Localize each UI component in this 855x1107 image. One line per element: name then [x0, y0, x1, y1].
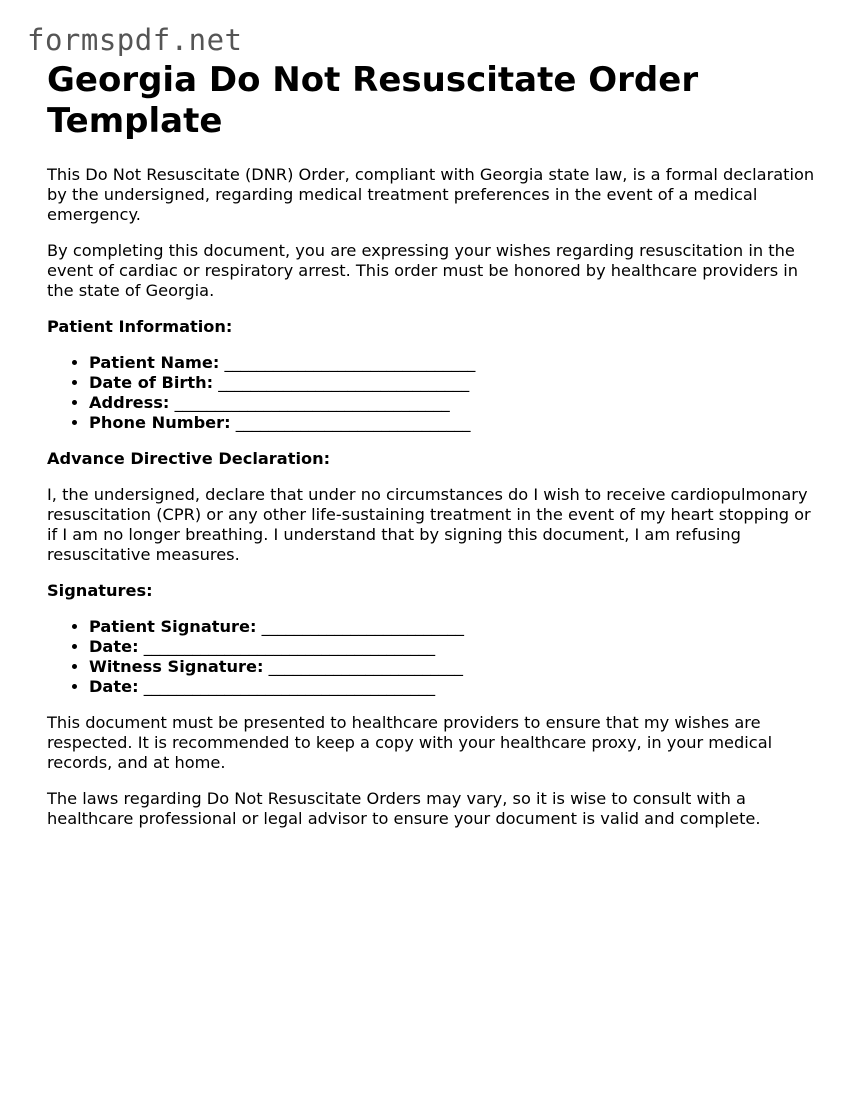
declaration-heading: Advance Directive Declaration:	[47, 449, 331, 468]
patient-info-heading: Patient Information:	[47, 317, 233, 336]
closing-paragraph-2: The laws regarding Do Not Resuscitate Orders may vary, so it is wise to consult with a healthcare professional or legal advisor to ensure your document is valid and complete.	[47, 789, 761, 828]
field-blank: _____________________________	[235, 413, 471, 432]
signatures-heading: Signatures:	[47, 581, 153, 600]
field-blank: ____________________________________	[143, 677, 436, 696]
declaration-text: I, the undersigned, declare that under no circumstances do I wish to receive cardiopulmonary resuscitation (CPR) or any other life-sustaining treatment in the event of my heart stopping or if I am no longer breathing. I understand that by signing this document, I am refusing resuscitative measures.	[47, 485, 811, 564]
field-blank: _______________________________	[224, 353, 476, 372]
patient-signature-field	[89, 617, 817, 637]
field-blank: _________________________	[261, 617, 464, 636]
field-label: Patient Signature:	[89, 617, 257, 636]
address-field	[89, 393, 817, 413]
field-label: Date of Birth:	[89, 373, 214, 392]
field-label: Date:	[89, 677, 139, 696]
patient-info-list	[47, 353, 817, 433]
document-title: Georgia Do Not Resuscitate Order Template	[47, 60, 699, 141]
witness-date-field	[89, 677, 817, 697]
watermark: formspdf.net	[27, 23, 243, 57]
field-label: Date:	[89, 637, 139, 656]
patient-date-field	[89, 637, 817, 657]
phone-number-field	[89, 413, 817, 433]
signatures-list	[47, 617, 817, 697]
intro-paragraph-1: This Do Not Resuscitate (DNR) Order, compliant with Georgia state law, is a formal declaration by the undersigned, regarding medical treatment preferences in the event of a medical emergency.	[47, 165, 815, 224]
field-label: Address:	[89, 393, 170, 412]
closing-paragraph-1: This document must be presented to healthcare providers to ensure that my wishes are respected. It is recommended to keep a copy with your healthcare proxy, in your medical records, and at home.	[47, 713, 773, 772]
date-of-birth-field	[89, 373, 817, 393]
document-page	[47, 60, 817, 829]
field-label: Phone Number:	[89, 413, 231, 432]
field-label: Witness Signature:	[89, 657, 264, 676]
field-blank: ____________________________________	[143, 637, 436, 656]
field-label: Patient Name:	[89, 353, 220, 372]
field-blank: __________________________________	[174, 393, 450, 412]
field-blank: _______________________________	[218, 373, 470, 392]
field-blank: ________________________	[268, 657, 463, 676]
witness-signature-field	[89, 657, 817, 677]
patient-name-field	[89, 353, 817, 373]
intro-paragraph-2: By completing this document, you are expressing your wishes regarding resuscitation in the event of cardiac or respiratory arrest. This order must be honored by healthcare providers in the state of Georgia.	[47, 241, 799, 300]
